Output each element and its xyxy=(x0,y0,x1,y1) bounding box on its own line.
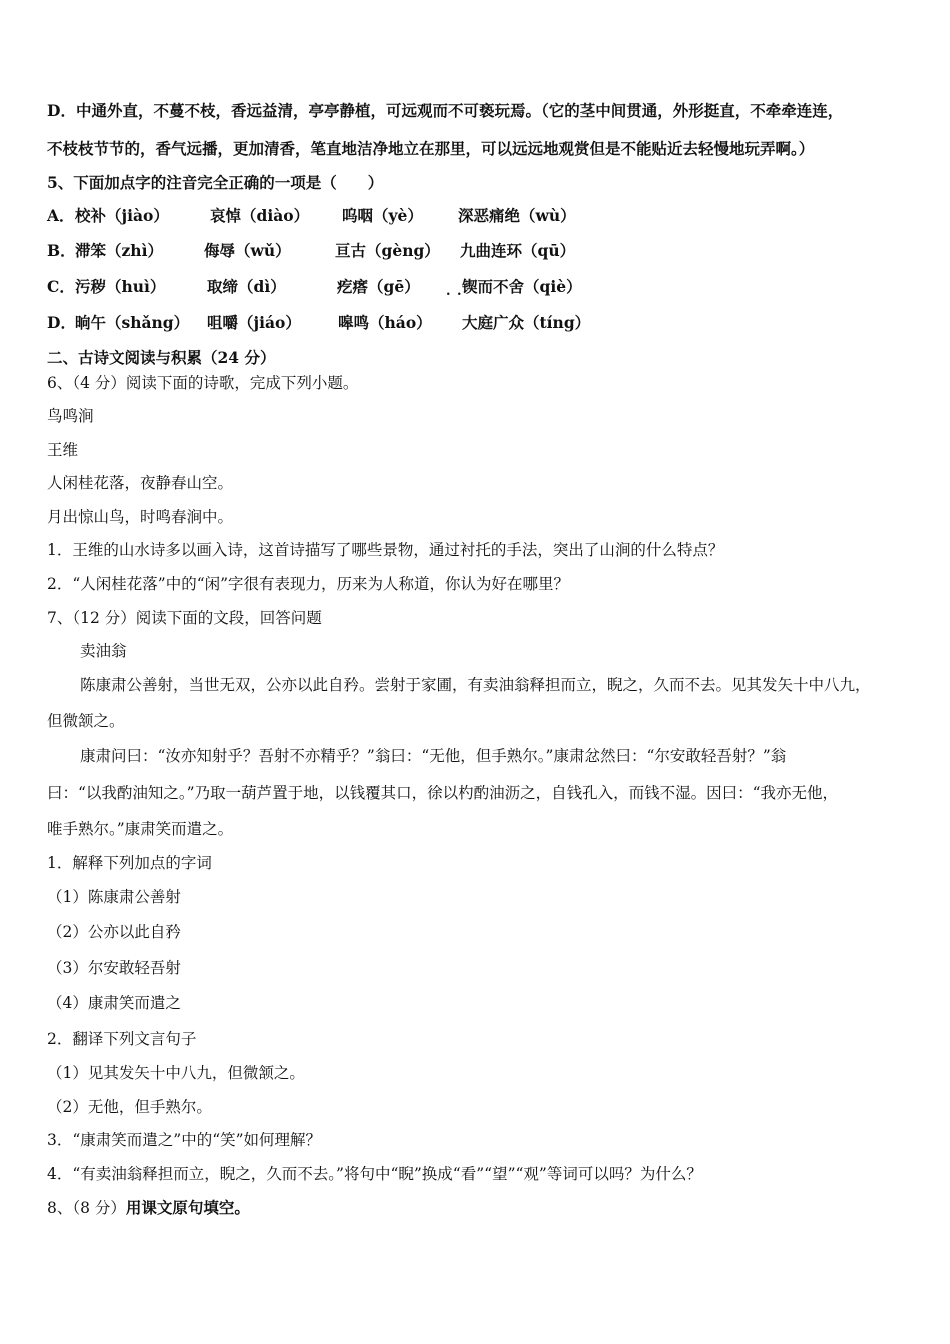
q7-sub-question-4: 4．“有卖油翁释担而立，睨之，久而不去。”将句中“睨”换成“看”“望”“观”等词可以吗？为什么？ xyxy=(47,1165,702,1183)
q7-sub-question-1: 1．解释下列加点的字词 xyxy=(47,854,212,872)
option-item: 校补（jiào） xyxy=(75,206,169,225)
option-label: C． xyxy=(47,277,75,296)
option-item: 大庭广众（tíng） xyxy=(462,313,591,332)
passage-para1-line2: 但微颔之。 xyxy=(47,712,125,730)
passage-para2-line2: 曰：“以我酌油知之。”乃取一葫芦置于地，以钱覆其口，徐以杓酌油沥之，自钱孔入，而钱不湿。因曰：“我亦无他， xyxy=(47,784,839,802)
q7-sub1-item-4: （4）康肃笑而遣之 xyxy=(47,994,181,1012)
q7-sub2-item-1: （1）见其发矢十中八九，但微颔之。 xyxy=(47,1064,305,1082)
section-heading: 二、古诗文阅读与积累（24 分） xyxy=(47,348,276,367)
option-item: 锲而不舍（qiè） xyxy=(462,277,582,296)
q7-sub1-item-3: （3）尔安敢轻吾射 xyxy=(47,959,181,977)
option-item: 亘古（gèng） xyxy=(335,241,440,260)
option-item: 嗥鸣（háo） xyxy=(338,313,432,332)
q6-stem: 6、（4 分）阅读下面的诗歌，完成下列小题。 xyxy=(47,374,359,392)
option-item: 哀悼（diào） xyxy=(210,206,310,225)
passage-para2-line1: 康肃问曰：“汝亦知射乎？吾射不亦精乎？”翁曰：“无他，但手熟尔。”康肃忿然曰：“尔安敢轻吾射？”翁 xyxy=(80,747,787,765)
option-item: 滞笨（zhì） xyxy=(75,241,163,260)
option-item: 侮辱（wǔ） xyxy=(204,241,291,260)
poem-verse-2: 月出惊山鸟，时鸣春涧中。 xyxy=(47,508,234,526)
q6-sub-question-2: 2．“人闲桂花落”中的“闲”字很有表现力，历来为人称道，你认为好在哪里？ xyxy=(47,575,570,593)
q8-text: 用课文原句填空。 xyxy=(125,1198,250,1217)
q5-stem: 5、下面加点字的注音完全正确的一项是（ ） xyxy=(47,173,384,192)
option-item: 深恶痛绝（wù） xyxy=(458,206,576,225)
q7-sub1-item-1: （1）陈康肃公善射 xyxy=(47,888,181,906)
q8-stem xyxy=(47,1198,250,1218)
option-item: 咀嚼（jiáo） xyxy=(207,313,301,332)
poem-title: 鸟鸣涧 xyxy=(47,407,94,425)
q7-sub2-item-2: （2）无他，但手熟尔。 xyxy=(47,1098,212,1116)
passage-para2-line3: 唯手熟尔。”康肃笑而遣之。 xyxy=(47,820,234,838)
option-item: 呜咽（yè） xyxy=(342,206,423,225)
option-item: 疙瘩（gē） xyxy=(337,277,420,296)
option-label: A． xyxy=(47,206,75,225)
q7-sub1-item-2: （2）公亦以此自矜 xyxy=(47,923,181,941)
emphasis-dots: . . xyxy=(446,284,463,299)
option-label: D． xyxy=(47,313,76,332)
option-item: 晌午（shǎng） xyxy=(75,313,190,332)
q7-sub-question-2: 2．翻译下列文言句子 xyxy=(47,1030,197,1048)
q6-sub-question-1: 1．王维的山水诗多以画入诗，这首诗描写了哪些景物，通过衬托的手法，突出了山涧的什么特点？ xyxy=(47,541,724,559)
option-label: B． xyxy=(47,241,76,260)
q7-stem: 7、（12 分）阅读下面的文段，回答问题 xyxy=(47,609,322,627)
option-item: 污秽（huì） xyxy=(75,277,166,296)
passage-para1-line1: 陈康肃公善射，当世无双，公亦以此自矜。尝射于家圃，有卖油翁释担而立，睨之，久而不去。见其发矢十中八九， xyxy=(80,676,871,694)
poem-verse-1: 人闲桂花落，夜静春山空。 xyxy=(47,474,234,492)
poem-author: 王维 xyxy=(47,441,79,459)
passage-title: 卖油翁 xyxy=(80,642,127,660)
option-item: 取缔（dì） xyxy=(207,277,286,296)
q7-sub-question-3: 3．“康肃笑而遣之”中的“笑”如何理解？ xyxy=(47,1131,322,1149)
q4-option-d-line1: D．中通外直，不蔓不枝，香远益清，亭亭静植，可远观而不可亵玩焉。（它的茎中间贯通，外形挺直，不牵牵连连， xyxy=(47,101,844,120)
q4-option-d-line2: 不枝枝节节的，香气远播，更加清香，笔直地洁净地立在那里，可以远远地观赏但是不能贴近去轻慢地玩弄啊。） xyxy=(47,139,815,158)
q8-prefix: 8、（8 分） xyxy=(47,1199,126,1217)
option-item: 九曲连环（qū） xyxy=(460,241,576,260)
